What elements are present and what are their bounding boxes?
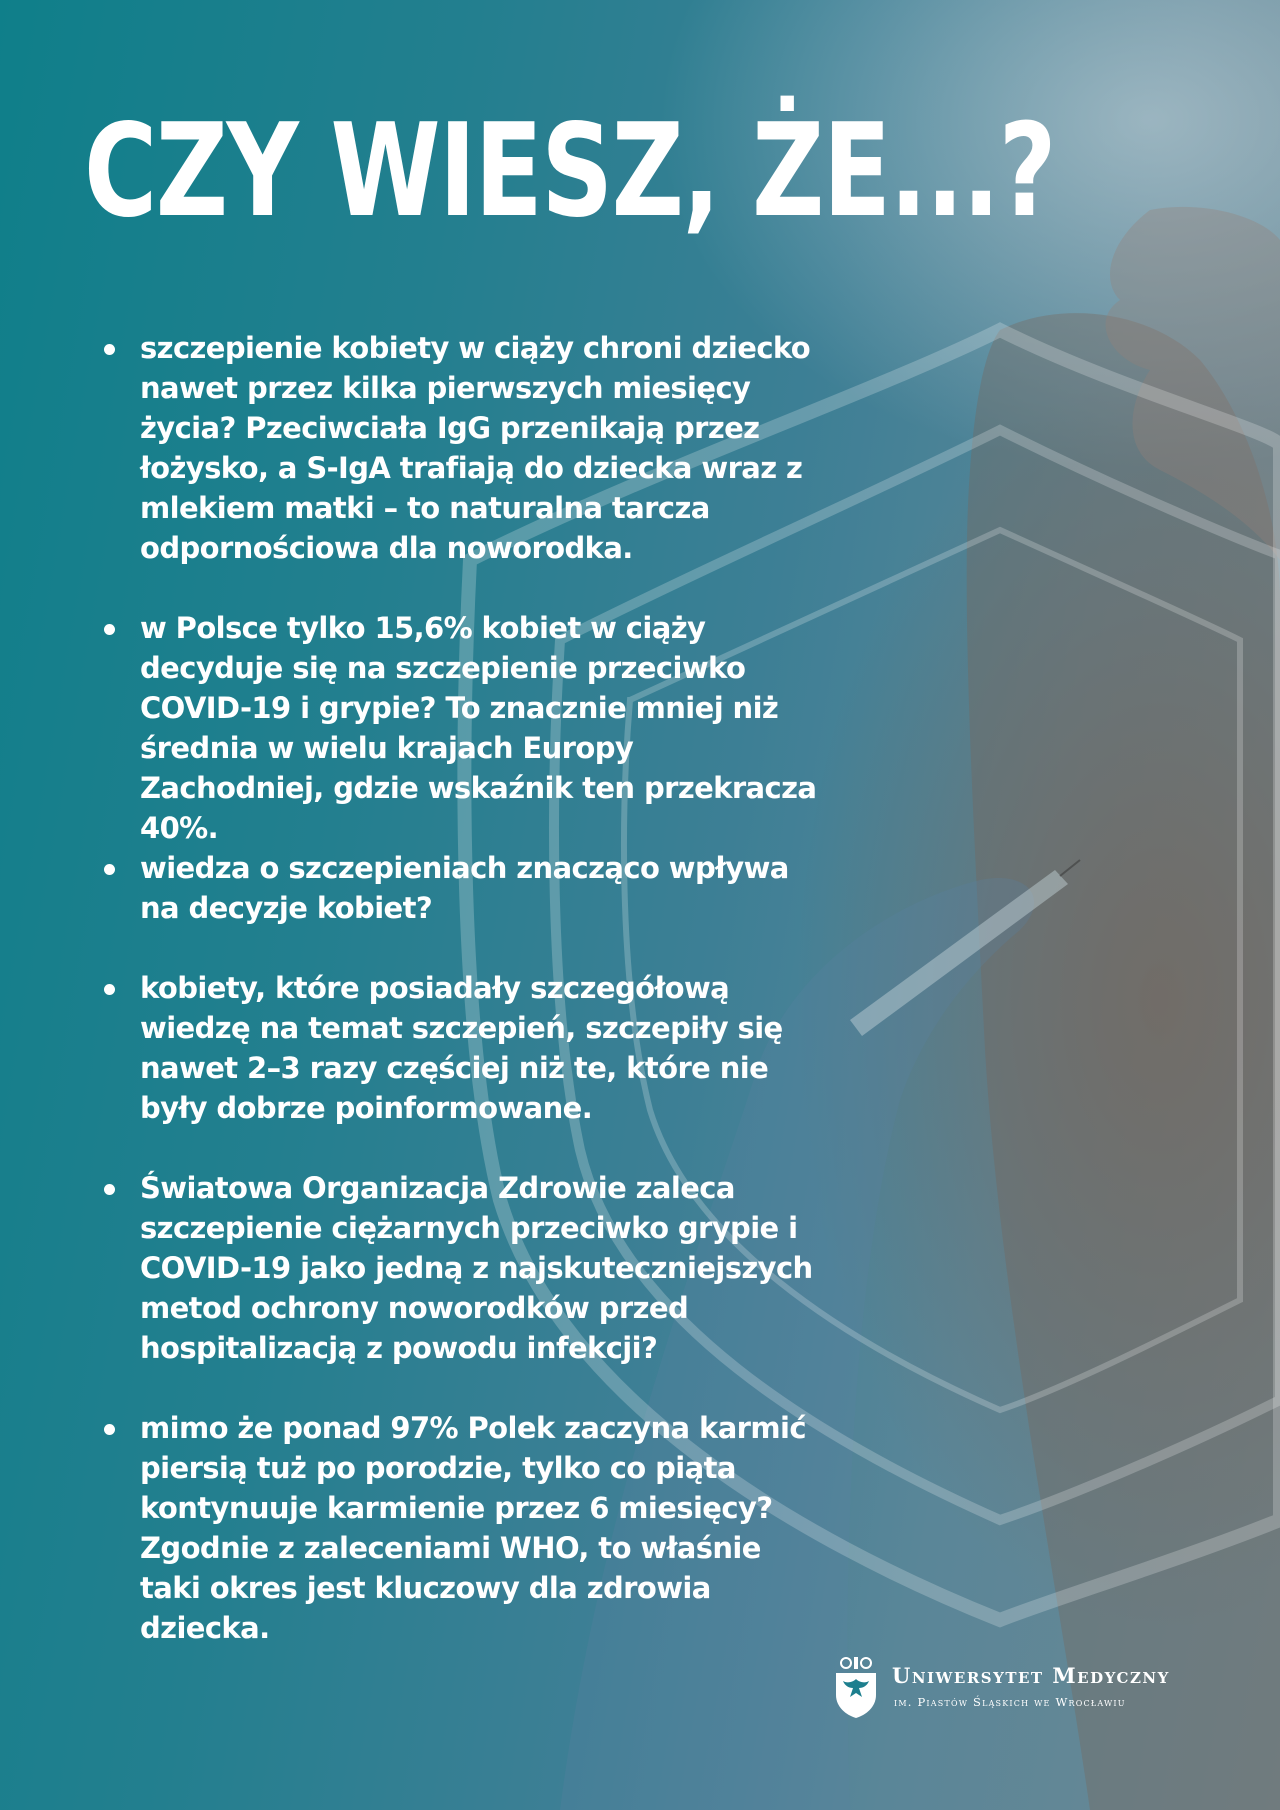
fact-text: w Polsce tylko 15,6% kobiet w ciąży decyduje się na szczepienie przeciwko COVID-19 i grypie? To znacznie mniej niż średnia w wielu krajach Europy Zachodniej, gdzie wskaźnik ten przekracza 40%. [140,611,817,845]
fact-text: Światowa Organizacja Zdrowie zaleca szczepienie ciężarnych przeciwko grypie i COVID-19 jako jedną z najskuteczniejszych metod ochrony noworodków przed hospitalizacją z powodu infekcji? [140,1171,813,1365]
fact-text: kobiety, które posiadały szczegółową wiedzę na temat szczepień, szczepiły się nawet 2–3 razy częściej niż te, które nie były dobrze poinformowane. [140,971,783,1125]
university-crest-icon [832,1655,880,1719]
bullet-icon [104,984,115,995]
bullet-icon [104,864,115,875]
bullet-icon [104,624,115,635]
bullet-icon [104,344,115,355]
list-item [100,968,820,1128]
fact-text: szczepienie kobiety w ciąży chroni dziecko nawet przez kilka pierwszych miesięcy życia? Pzeciwciała IgG przenikają przez łożysko, a S-IgA trafiają do dziecka wraz z mlekiem matki – to naturalna tarcza odpornościowa dla noworodka. [140,331,811,565]
bullet-icon [104,1424,115,1435]
list-item [100,848,820,928]
fact-text: wiedza o szczepieniach znacząco wpływa na decyzje kobiet? [140,851,789,925]
list-item [100,328,820,568]
facts-list [100,328,820,1688]
poster-title: CZY WIESZ, ŻE...? [84,97,1055,246]
university-logo [832,1655,1212,1725]
list-item [100,1168,820,1368]
list-item [100,1408,820,1648]
fact-text: mimo że ponad 97% Polek zaczyna karmić piersią tuż po porodzie, tylko co piąta kontynuuje karmienie przez 6 miesięcy? Zgodnie z zaleceniami WHO, to właśnie taki okres jest kluczowy dla zdrowia dziecka. [140,1411,806,1645]
university-subtitle: im. Piastów Śląskich we Wrocławiu [894,1695,1126,1709]
university-name: Uniwersytet Medyczny [892,1663,1170,1688]
list-item [100,608,820,848]
bullet-icon [104,1184,115,1195]
